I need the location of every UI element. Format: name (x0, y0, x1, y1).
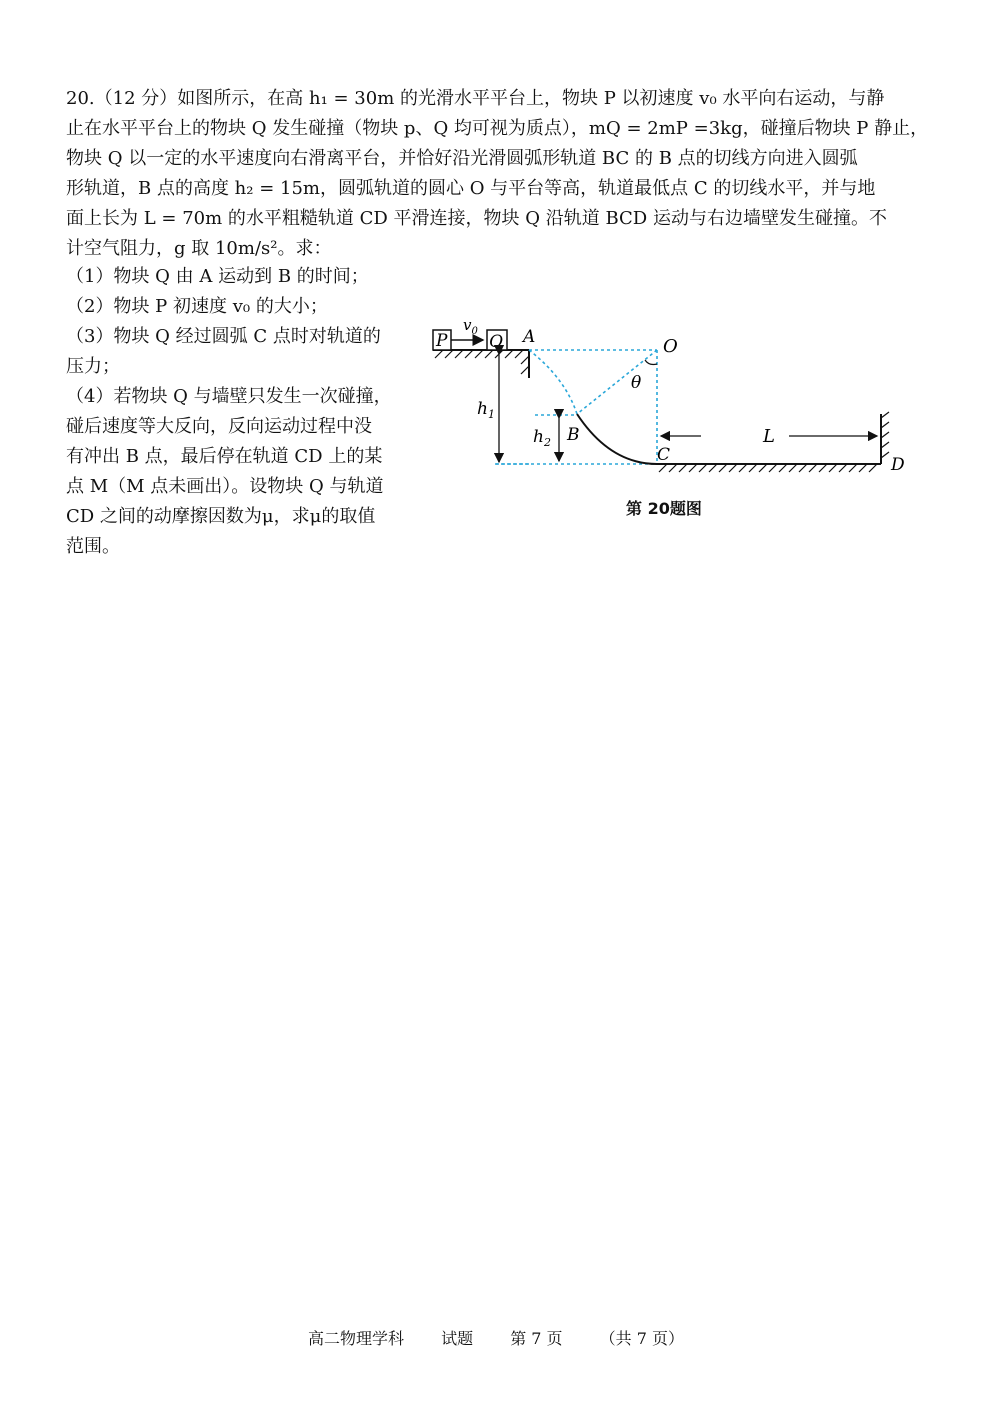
question-4-line-6: 范围。 (66, 536, 120, 557)
label-h1: $h_1$ (477, 399, 495, 421)
problem-text (66, 84, 932, 264)
theta-arc (645, 360, 657, 365)
footer-subject: 高二物理学科 (307, 1329, 404, 1348)
question-4-line-3: 有冲出 B 点，最后停在轨道 CD 上的某 (66, 446, 383, 467)
para-line-4: 形轨道，B 点的高度 h₂ = 15m，圆弧轨道的圆心 O 与平台等高，轨道最低点 C 的切线水平，并与地 (66, 178, 876, 199)
footer-total: （共 7 页） (599, 1329, 685, 1348)
question-4-line-5: CD 之间的动摩擦因数为μ，求μ的取值 (66, 506, 376, 527)
label-d: D (891, 455, 905, 475)
label-h2: $h_2$ (533, 427, 551, 449)
label-q: Q (489, 332, 503, 352)
question-3-line-1: （3）物块 Q 经过圆弧 C 点时对轨道的 (66, 326, 381, 347)
arc-track (577, 414, 657, 464)
question-1: （1）物块 Q 由 A 运动到 B 的时间； (66, 266, 369, 287)
para-line-6: 计空气阻力，g 取 10m/s²。求： (66, 238, 332, 259)
ground-hatch (659, 464, 877, 472)
label-v0: $v_0$ (463, 318, 478, 337)
label-o: O (663, 336, 678, 357)
label-theta: θ (631, 373, 642, 393)
para-line-2: 止在水平平台上的物块 Q 发生碰撞（物块 p、Q 均可视为质点），mQ = 2mP =3kg，碰撞后物块 P 静止， (66, 118, 929, 139)
para-line-1: 20.（12 分）如图所示，在高 h₁ = 30m 的光滑水平平台上，物块 P 以初速度 v₀ 水平向右运动，与静 (66, 88, 885, 109)
sub-questions (66, 262, 406, 562)
question-4-line-4: 点 M（M 点未画出）。设物块 Q 与轨道 (66, 476, 384, 497)
question-4-line-2: 碰后速度等大反向，反向运动过程中没 (66, 416, 372, 437)
para-line-5: 面上长为 L = 70m 的水平粗糙轨道 CD 平滑连接，物块 Q 沿轨道 BCD 运动与右边墙壁发生碰撞。不 (66, 208, 887, 229)
footer-page: 第 7 页 (510, 1329, 563, 1348)
para-line-3: 物块 Q 以一定的水平速度向右滑离平台，并恰好沿光滑圆弧形轨道 BC 的 B 点的切线方向进入圆弧 (66, 148, 858, 169)
figure-caption: 第 20题图 (626, 499, 702, 518)
question-4-line-1: （4）若物块 Q 与墙壁只发生一次碰撞， (66, 386, 392, 407)
question-2: （2）物块 P 初速度 v₀ 的大小； (66, 296, 328, 317)
dotted-guides (495, 350, 657, 464)
label-a: A (523, 327, 536, 347)
label-p: P (436, 331, 448, 351)
physics-figure (425, 318, 925, 488)
label-l: L (763, 426, 775, 447)
page-footer (0, 1326, 992, 1349)
label-c: C (657, 445, 671, 465)
wall-hatch (881, 412, 889, 458)
footer-type: 试题 (441, 1329, 474, 1348)
platform-hatch (435, 350, 529, 374)
question-3-line-2: 压力； (66, 356, 120, 377)
label-b: B (567, 425, 580, 445)
